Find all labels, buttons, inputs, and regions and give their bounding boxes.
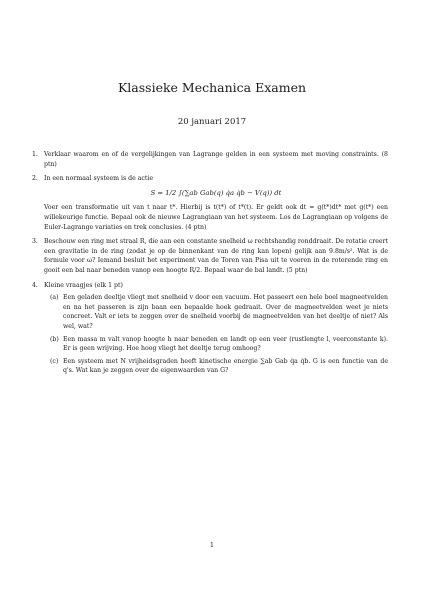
question-2 <box>32 174 388 232</box>
sub-question-label: (c) <box>50 357 59 365</box>
page-number: 1 <box>209 541 215 549</box>
question-number: 2. <box>32 175 38 183</box>
sub-question-b <box>44 335 388 354</box>
question-number: 3. <box>32 238 38 246</box>
exam-date: 20 januari 2017 <box>177 117 247 127</box>
question-4 <box>32 281 388 376</box>
sub-question-label: (a) <box>50 294 59 302</box>
question-text: Voer een transformatie uit van t naar t*. Hierbij is t(t*) of t*(t). Er geldt ook dt = g(t*)dt* met g(t*) een willekeurige functie. Bepaal ook de nieuwe Lagrangiaan van het systeem. Los de Lagrangiaan op volgens de Euler-Lagrange variaties en trek conclusies. (4 ptn) <box>44 204 388 231</box>
sub-question-text: Een geladen deeltje vliegt met snelheid v door een vacuum. Het passeert een hele boel magneetvelden en na het passeren is zijn baan een bepaalde hoek gedraait. Over de magneetvelden weet je niets concreet. Valt er iets te zeggen over de snelheid voorbij de magneetvelden van het deeltje of niet? Als wel, wat? <box>63 294 388 330</box>
exam-title: Klassieke Mechanica Examen <box>117 80 307 95</box>
sub-question-a <box>44 293 388 331</box>
question-list <box>32 150 388 381</box>
question-number: 4. <box>32 281 38 289</box>
question-text: Verklaar waarom en of de vergelijkingen van Lagrange gelden in een systeem met moving constraints. (8 ptn) <box>44 151 388 168</box>
sub-question-text: Een massa m valt vanop hoogte h naar beneden en landt op een veer (rustlengte l, veerconstante k). Er is geen wrijving. Hoe hoog vliegt het deeltje terug omhoog? <box>63 335 388 353</box>
sub-question-c <box>44 357 388 376</box>
question-intro: In een normaal systeem is de actie <box>44 175 154 183</box>
action-formula: S = 1/2 ∫(∑ab Gab(q) q̇a q̇b − V(q)) dt <box>150 188 282 197</box>
sub-question-list <box>44 293 388 376</box>
question-3 <box>32 237 388 275</box>
sub-question-label: (b) <box>50 335 59 343</box>
sub-question-text: Een systeem met N vrijheidsgraden heeft kinetische energie ∑ab Gab q̇a q̇b. G is een functie van de q's. Wat kan je zeggen over de eigenwaarden van G? <box>63 357 388 375</box>
question-text: Beschouw een ring met straal R, die aan een constante snelheid ω rechtshandig ronddraait. De rotatie creert een gravitatie in de ring (zodat je op de binnenkant van de ring kan lopen) gelijk aan 9.8m/s². Wat is de formule voor ω? Iemand besluit het experiment van de Toren van Pisa uit te voeren in de roterende ring en gooit een bal naar beneden vanop een hoogte R/2. Bepaal waar de bal landt. (5 ptn) <box>44 238 388 274</box>
question-text: Kleine vraagjes (elk 1 pt) <box>44 281 123 289</box>
question-1 <box>32 150 388 169</box>
question-number: 1. <box>32 151 38 158</box>
